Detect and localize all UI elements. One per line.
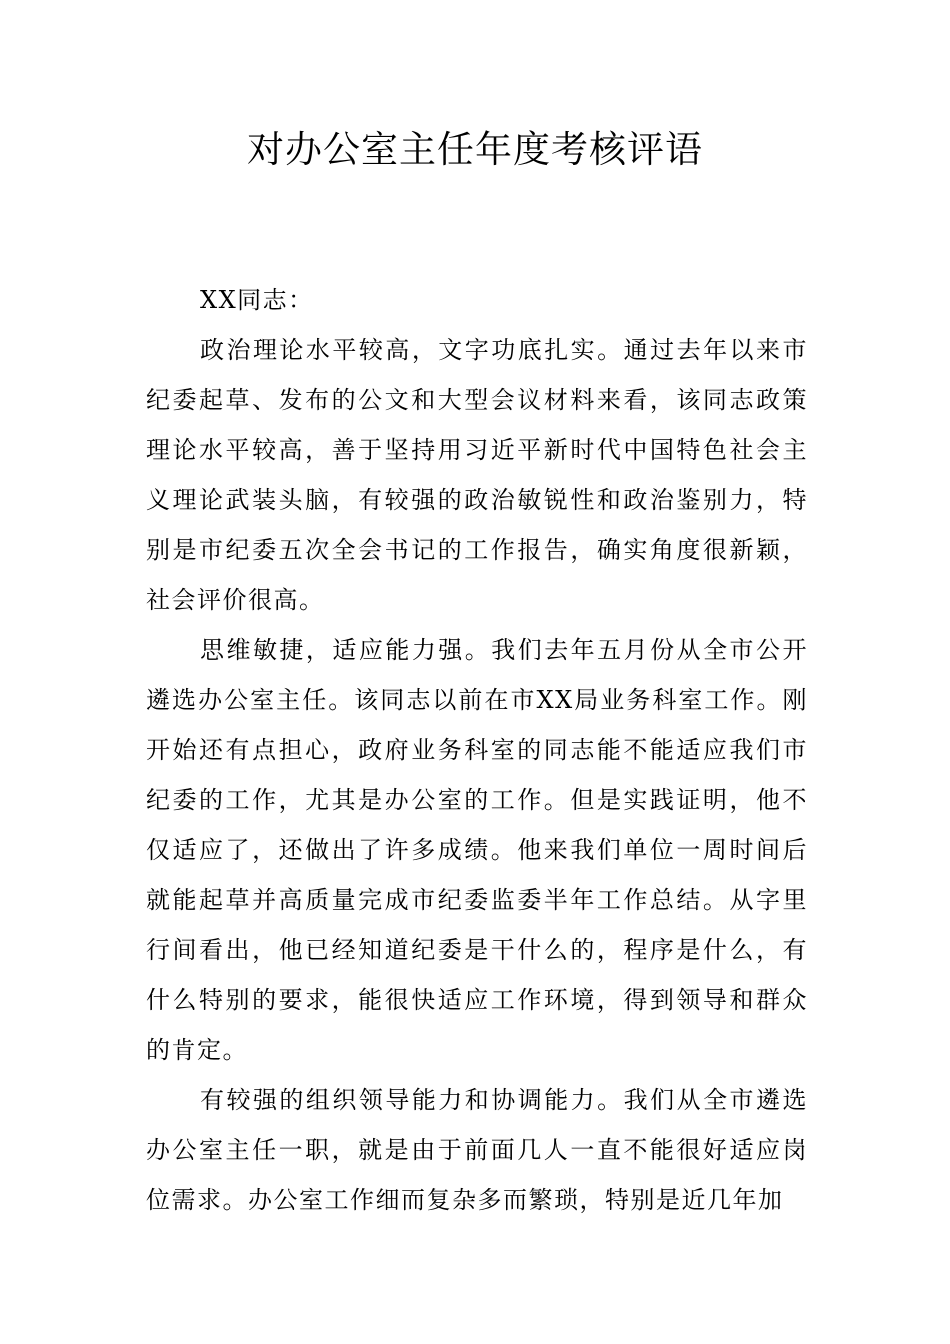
paragraph-leadership: 有较强的组织领导能力和协调能力。我们从全市遴选办公室主任一职，就是由于前面几人一直不能很好适应岗位需求。办公室工作细而复杂多而繁琐，特别是近几年加 xyxy=(146,1086,808,1214)
paragraph-adaptability: 思维敏捷，适应能力强。我们去年五月份从全市公开遴选办公室主任。该同志以前在市XX局业务科室工作。刚开始还有点担心，政府业务科室的同志能不能适应我们市纪委的工作，尤其是办公室的工作。但是实践证明，他不仅适应了，还做出了许多成绩。他来我们单位一周时间后就能起草并高质量完成市纪委监委半年工作总结。从字里行间看出，他已经知道纪委是干什么的，程序是什么，有什么特别的要求，能很快适应工作环境，得到领导和群众的肯定。 xyxy=(146,636,808,1064)
paragraph-political-theory: 政治理论水平较高，文字功底扎实。通过去年以来市纪委起草、发布的公文和大型会议材料来看，该同志政策理论水平较高，善于坚持用习近平新时代中国特色社会主义理论武装头脑，有较强的政治敏锐性和政治鉴别力，特别是市纪委五次全会书记的工作报告，确实角度很新颖，社会评价很高。 xyxy=(146,336,808,614)
salutation: XX同志： xyxy=(200,286,314,314)
document-title: 对办公室主任年度考核评语 xyxy=(247,128,703,171)
document-body xyxy=(146,275,808,1225)
